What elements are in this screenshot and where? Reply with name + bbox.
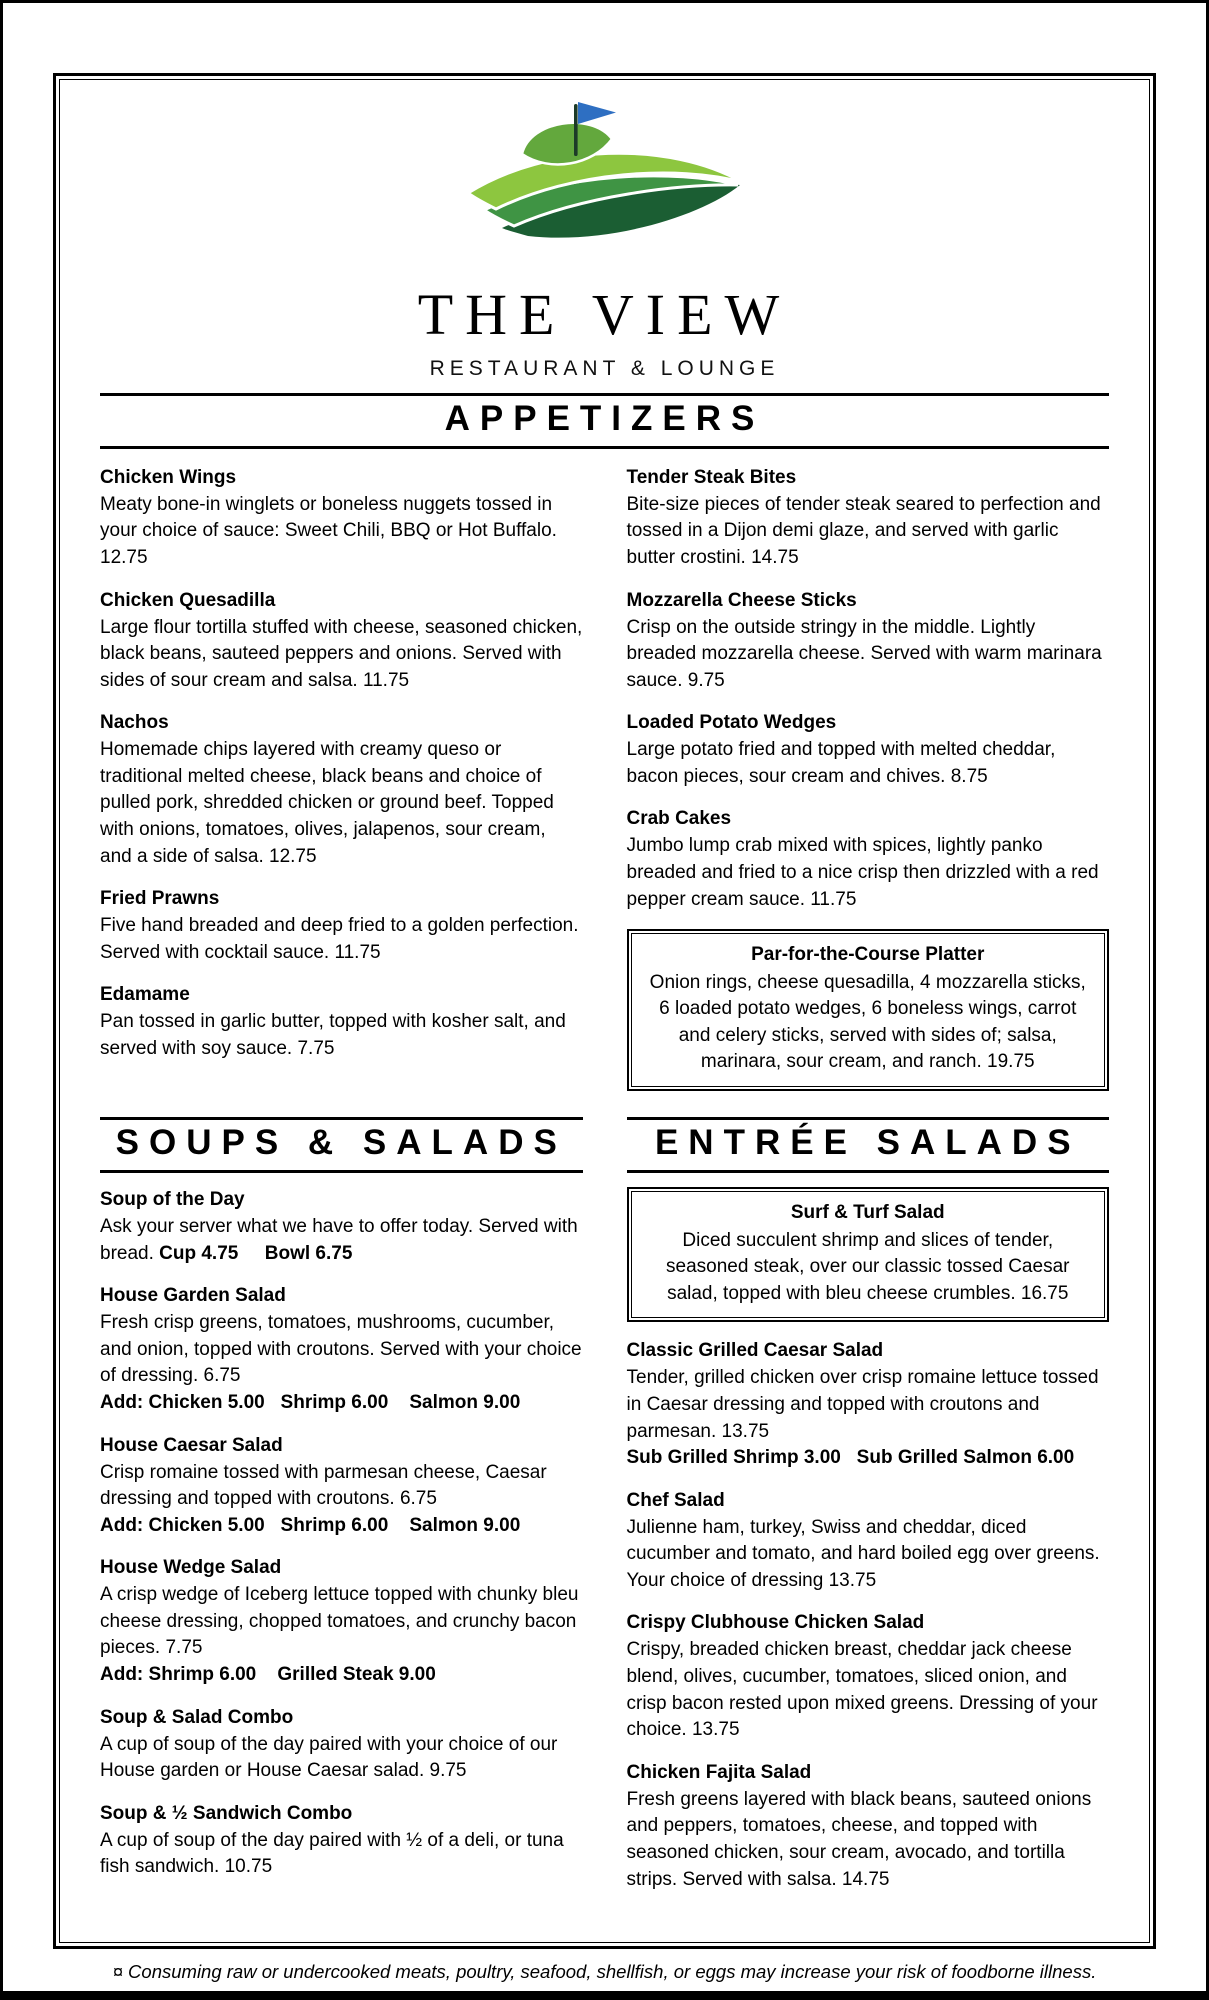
item-desc: Crispy, breaded chicken breast, cheddar jack cheese blend, olives, cucumber, tomatoes, sliced onion, and crisp bacon rested upon mixed greens. Dressing of your choice. 13.75 — [626, 1639, 1098, 1741]
item-addon: Add: Chicken 5.00 Shrimp 6.00 Salmon 9.00 — [100, 1514, 521, 1536]
item-desc: A cup of soup of the day paired with your choice of our House garden or House Caesar salad. 9.75 — [100, 1733, 558, 1782]
item-desc — [100, 1214, 583, 1267]
item-name: Chicken Quesadilla — [100, 589, 276, 611]
item-desc: Pan tossed in garlic butter, topped with kosher salt, and served with soy sauce. 7.75 — [100, 1011, 566, 1059]
item-desc: Crisp on the outside stringy in the middle. Lightly breaded mozzarella cheese. Served with warm marinara sauce. 9.75 — [626, 616, 1102, 691]
logo-flag-icon — [578, 102, 616, 124]
item-desc: Julienne ham, turkey, Swiss and cheddar, diced cucumber and tomato, and hard boiled egg over greens. Your choice of dressing 13.75 — [626, 1516, 1100, 1591]
logo-container — [100, 92, 1109, 283]
item-name: Tender Steak Bites — [626, 466, 797, 488]
item-name: Classic Grilled Caesar Salad — [626, 1340, 884, 1362]
menu-item-chef-salad — [627, 1488, 1110, 1595]
appetizers-left-column — [100, 465, 583, 1107]
item-desc: Jumbo lump crab mixed with spices, lightly panko breaded and fried to a nice crisp then drizzled with a red pepper cream sauce. 11.75 — [626, 835, 1099, 910]
item-name: Chef Salad — [626, 1489, 725, 1511]
item-desc: Onion rings, cheese quesadilla, 4 mozzarella sticks, 6 loaded potato wedges, 6 boneless wings, carrot and celery sticks, served with sides of; salsa, marinara, sour cream, and ranch. 19.75 — [649, 971, 1086, 1073]
item-desc: Bite-size pieces of tender steak seared to perfection and tossed in a Dijon demi glaze, and served with garlic butter crostini. 14.75 — [626, 493, 1101, 568]
item-name: Mozzarella Cheese Sticks — [626, 589, 857, 611]
restaurant-name: THE VIEW — [417, 282, 792, 347]
divider — [100, 446, 1109, 449]
menu-item-tender-steak-bites — [627, 465, 1110, 572]
menu-item-chicken-fajita-salad — [627, 1760, 1110, 1893]
item-name: Chicken Wings — [100, 466, 237, 488]
item-desc: A crisp wedge of Iceberg lettuce topped with chunky bleu cheese dressing, chopped tomatoes, and crunchy bacon pieces. 7.75 — [100, 1584, 579, 1659]
menu-item-loaded-potato-wedges — [627, 710, 1110, 790]
soups-salads-column — [100, 1117, 583, 1926]
logo-flagpole — [574, 104, 578, 156]
featured-box-platter — [627, 929, 1110, 1091]
section-title-entree-salads: ENTRÉE SALADS — [654, 1123, 1081, 1163]
menu-item-crispy-clubhouse-chicken-salad — [627, 1610, 1110, 1743]
menu-frame — [53, 73, 1156, 1949]
featured-box-inner — [631, 933, 1106, 1087]
entree-salads-items — [627, 1187, 1110, 1893]
section-header-soups-salads — [100, 1117, 583, 1173]
item-name: Loaded Potato Wedges — [626, 712, 837, 734]
item-desc: Large flour tortilla stuffed with cheese, seasoned chicken, black beans, sauteed peppers and onions. Served with sides of sour cream and salsa. 11.75 — [100, 616, 583, 691]
item-name: Nachos — [100, 712, 169, 734]
restaurant-tagline: RESTAURANT & LOUNGE — [429, 356, 780, 380]
item-desc-text: Ask your server what we have to offer today. Served with bread. — [100, 1216, 578, 1264]
item-name: Soup & Salad Combo — [100, 1706, 294, 1728]
item-addon: Add: Chicken 5.00 Shrimp 6.00 Salmon 9.00 — [100, 1391, 521, 1413]
item-desc: Tender, grilled chicken over crisp romaine lettuce tossed in Caesar dressing and topped with croutons and parmesan. 13.75 — [626, 1367, 1099, 1442]
item-name: Surf & Turf Salad — [790, 1202, 945, 1224]
item-desc: Crisp romaine tossed with parmesan cheese, Caesar dressing and topped with croutons. 6.75 — [100, 1461, 547, 1510]
item-desc: Meaty bone-in winglets or boneless nuggets tossed in your choice of sauce: Sweet Chili, BBQ or Hot Buffalo. 12.75 — [100, 493, 557, 568]
item-name: Chicken Fajita Salad — [626, 1761, 812, 1783]
divider — [627, 1170, 1110, 1173]
item-desc: Five hand breaded and deep fried to a golden perfection. Served with cocktail sauce. 11.75 — [100, 915, 579, 963]
item-addon: Sub Grilled Shrimp 3.00 Sub Grilled Salmon 6.00 — [626, 1447, 1075, 1469]
featured-box-surf-turf — [627, 1187, 1110, 1322]
section-title-soups-salads: SOUPS & SALADS — [115, 1123, 567, 1163]
divider — [100, 1170, 583, 1173]
menu-item-house-wedge-salad — [100, 1555, 583, 1688]
menu-item-house-caesar-salad — [100, 1433, 583, 1540]
item-name: Par-for-the-Course Platter — [751, 944, 985, 966]
appetizers-right-column — [627, 465, 1110, 1107]
section-header-entree-salads — [627, 1117, 1110, 1173]
item-name: Crab Cakes — [626, 808, 732, 830]
item-desc: A cup of soup of the day paired with ½ of a deli, or tuna fish sandwich. 10.75 — [100, 1829, 564, 1878]
item-name: Soup of the Day — [100, 1189, 245, 1211]
item-name: House Garden Salad — [100, 1285, 286, 1307]
menu-item-chicken-wings — [100, 465, 583, 572]
menu-item-soup-of-the-day — [100, 1187, 583, 1267]
menu-item-classic-grilled-caesar-salad — [627, 1338, 1110, 1471]
item-name: Fried Prawns — [100, 888, 220, 910]
menu-item-soup-salad-combo — [100, 1705, 583, 1785]
menu-item-chicken-quesadilla — [100, 588, 583, 695]
menu-item-soup-half-sandwich-combo — [100, 1801, 583, 1881]
menu-frame-inner — [59, 79, 1150, 1943]
menu-item-nachos — [100, 710, 583, 870]
menu-item-edamame — [100, 982, 583, 1062]
appetizers-columns — [100, 465, 1109, 1107]
item-name: Soup & ½ Sandwich Combo — [100, 1802, 353, 1824]
item-desc: Fresh crisp greens, tomatoes, mushrooms, cucumber, and onion, topped with croutons. Served with your choice of dressing. 6.75 — [100, 1312, 582, 1387]
item-name: House Wedge Salad — [100, 1557, 282, 1579]
section-header-appetizers — [100, 393, 1109, 449]
item-desc: Large potato fried and topped with melted cheddar, bacon pieces, sour cream and chives. 8.75 — [626, 739, 1056, 787]
entree-salads-column — [627, 1117, 1110, 1926]
item-addon: Cup 4.75 Bowl 6.75 — [159, 1242, 353, 1264]
soups-salads-items — [100, 1187, 583, 1881]
menu-item-mozzarella-cheese-sticks — [627, 588, 1110, 695]
restaurant-logo — [450, 92, 760, 278]
item-desc: Diced succulent shrimp and slices of tender, seasoned steak, over our classic tossed Caesar salad, topped with bleu cheese crumbles. 16.75 — [666, 1229, 1070, 1304]
item-name: House Caesar Salad — [100, 1434, 283, 1456]
menu-item-crab-cakes — [627, 806, 1110, 913]
foodborne-illness-disclaimer: ¤ Consuming raw or undercooked meats, poultry, seafood, shellfish, or eggs may increase your risk of foodborne illness. — [112, 1961, 1097, 1982]
item-desc: Fresh greens layered with black beans, sauteed onions and peppers, tomatoes, cheese, and topped with seasoned chicken, sour cream, avocado, and tortilla strips. Served with salsa. 14.75 — [626, 1788, 1092, 1890]
item-name: Crispy Clubhouse Chicken Salad — [626, 1612, 925, 1634]
menu-item-fried-prawns — [100, 886, 583, 966]
item-name: Edamame — [100, 984, 190, 1006]
item-desc: Homemade chips layered with creamy queso or traditional melted cheese, black beans and choice of pulled pork, shredded chicken or ground beef. Topped with onions, tomatoes, olives, jalapenos, sour cream, and a side of salsa. 12.75 — [100, 739, 554, 867]
featured-box-inner — [631, 1191, 1106, 1318]
lower-sections — [100, 1117, 1109, 1926]
section-title-appetizers: APPETIZERS — [444, 398, 765, 438]
item-addon: Add: Shrimp 6.00 Grilled Steak 9.00 — [100, 1664, 436, 1686]
menu-item-house-garden-salad — [100, 1283, 583, 1416]
